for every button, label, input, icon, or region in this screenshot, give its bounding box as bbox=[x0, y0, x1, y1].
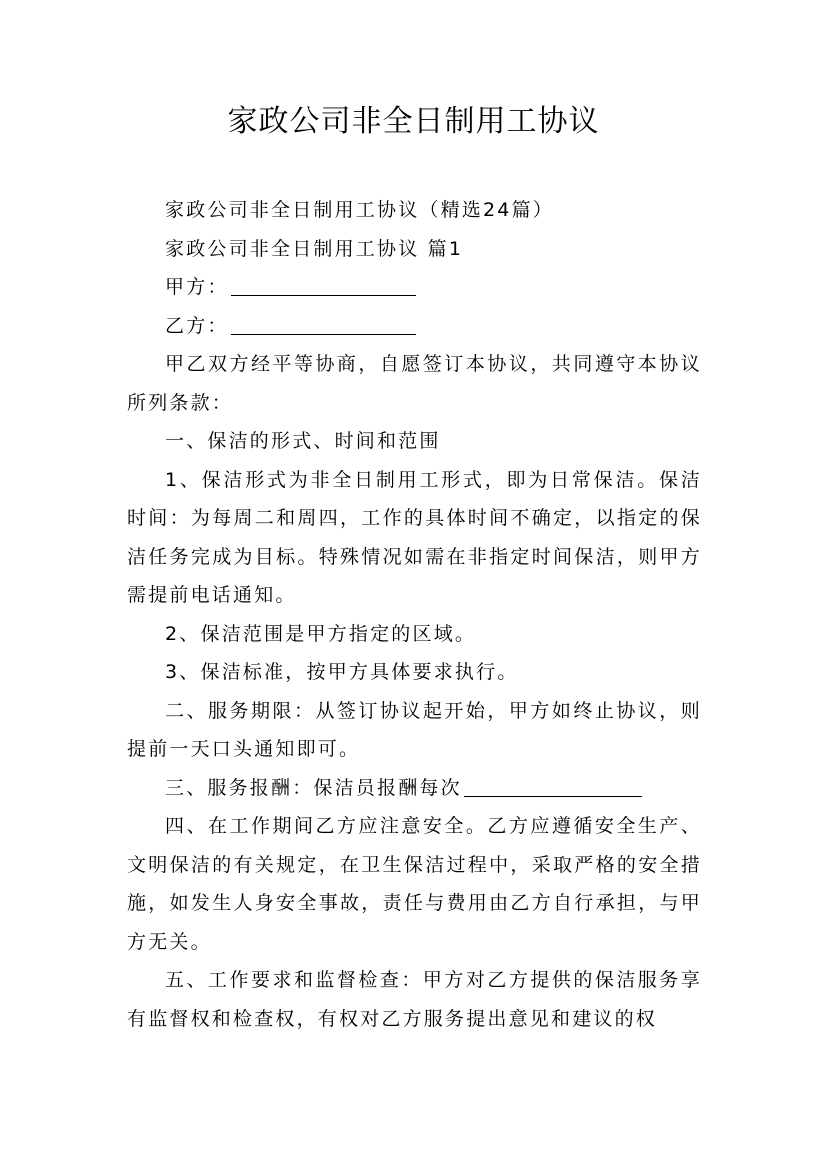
paragraph-clause-4: 四、在工作期间乙方应注意安全。乙方应遵循安全生产、文明保洁的有关规定，在卫生保洁过程中，采取严格的安全措施，如发生人身安全事故，责任与费用由乙方自行承担，与甲方无关。 bbox=[127, 815, 702, 953]
paragraph-section-heading: 家政公司非全日制用工协议 篇1 bbox=[165, 237, 464, 260]
clause-3-text: 三、服务报酬：保洁员报酬每次 bbox=[165, 776, 462, 799]
payment-blank bbox=[464, 777, 642, 797]
party-b-label: 乙方： bbox=[165, 314, 229, 337]
party-a-label: 甲方： bbox=[165, 276, 229, 298]
paragraph-clause-2: 二、服务期限：从签订协议起开始，甲方如终止协议，则提前一天口头通知即可。 bbox=[127, 699, 702, 760]
paragraph-subtitle: 家政公司非全日制用工协议（精选24篇） bbox=[165, 199, 554, 221]
paragraph-clause-5: 五、工作要求和监督检查：甲方对乙方提供的保洁服务享有监督权和检查权，有权对乙方服务提出意见和建议的权 bbox=[127, 969, 702, 1030]
paragraph-clause-1-3: 3、保洁标准，按甲方具体要求执行。 bbox=[165, 661, 519, 683]
paragraph-intro: 甲乙双方经平等协商，自愿签订本协议，共同遵守本协议所列条款： bbox=[127, 353, 702, 414]
party-b-line bbox=[127, 307, 702, 346]
document-title: 家政公司非全日制用工协议 bbox=[227, 104, 600, 139]
document-body bbox=[127, 191, 702, 1038]
party-a-line bbox=[127, 268, 702, 307]
paragraph-clause-1-2: 2、保洁范围是甲方指定的区域。 bbox=[165, 622, 477, 645]
party-a-blank bbox=[231, 276, 416, 296]
paragraph-clause-1-1: 1、保洁形式为非全日制用工形式，即为日常保洁。保洁时间：为每周二和周四，工作的具体时间不确定，以指定的保洁任务完成为目标。特殊情况如需在非指定时间保洁，则甲方需提前电话通知。 bbox=[127, 468, 702, 606]
paragraph-clause-3 bbox=[127, 769, 702, 808]
party-b-blank bbox=[231, 315, 416, 335]
paragraph-clause-1-heading: 一、保洁的形式、时间和范围 bbox=[165, 430, 441, 452]
